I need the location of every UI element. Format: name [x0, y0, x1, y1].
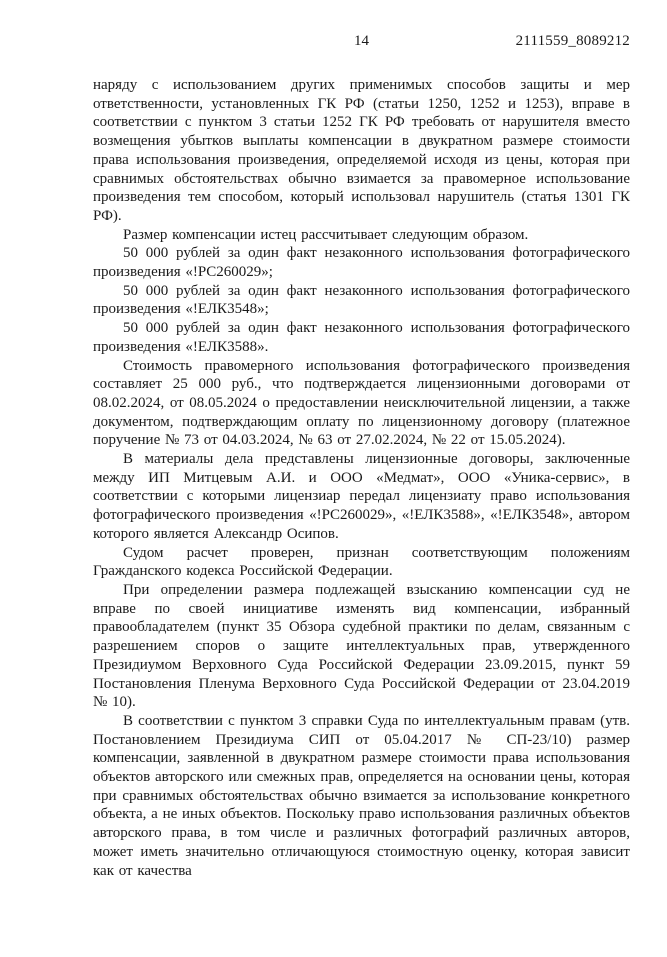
page-number: 14	[354, 33, 369, 49]
paragraph: В материалы дела представлены лицензионные договоры, заключенные между ИП Митцевым А.И. и ООО «Медмат», ООО «Уника-сервис», в соответствии с которыми лицензиар передал лицензиату право использования фотографического произведения «!PC260029», «!ЕЛК3588», «!ЕЛК3548», автором которого является Александр Осипов.	[93, 451, 630, 542]
page-header	[93, 33, 630, 49]
document-number: 2111559_8089212	[515, 33, 630, 49]
paragraph: Судом расчет проверен, признан соответствующим положениям Гражданского кодекса Российской Федерации.	[93, 544, 630, 580]
paragraph: 50 000 рублей за один факт незаконного использования фотографического произведения «!PC260029»;	[93, 245, 630, 281]
paragraph: Стоимость правомерного использования фотографического произведения составляет 25 000 руб., что подтверждается лицензионными договорами от 08.02.2024, от 08.05.2024 о предоставлении неисключительной лицензии, а также документом, подтверждающим оплату по лицензионному договору (платежное поручение № 73 от 04.03.2024, № 63 от 27.02.2024, № 22 от 15.05.2024).	[93, 357, 630, 449]
paragraph: При определении размера подлежащей взысканию компенсации суд не вправе по своей инициативе изменять вид компенсации, избранный правообладателем (пункт 35 Обзора судебной практики по делам, связанным с разрешением споров о защите интеллектуальных прав, утвержденного Президиумом Верховного Суда Российской Федерации 23.09.2015, пункт 59 Постановления Пленума Верховного Суда Российской Федерации от 23.04.2019 № 10).	[93, 581, 630, 711]
paragraph: 50 000 рублей за один факт незаконного использования фотографического произведения «!ЕЛК3588».	[93, 320, 630, 355]
document-body	[93, 76, 630, 880]
paragraph: наряду с использованием других применимых способов защиты и мер ответственности, установленных ГК РФ (статьи 1250, 1252 и 1253), вправе в соответствии с пунктом 3 статьи 1252 ГК РФ требовать от нарушителя вместо возмещения убытков выплаты компенсации в двукратном размере стоимости права использования произведения, определяемой исходя из цены, которая при сравнимых обстоятельствах обычно взимается за правомерное использование произведения тем способом, который использовал нарушитель (статья 1301 ГК РФ).	[93, 77, 630, 224]
paragraph: В соответствии с пунктом 3 справки Суда по интеллектуальным правам (утв. Постановлением Президиума СИП от 05.04.2017 № СП-23/10) размер компенсации, заявленной в двукратном размере стоимости права использования объектов авторского или смежных прав, определяется на основании цены, которая при сравнимых обстоятельствах обычно взимается за использование конкретного объекта, а не иных объектов. Поскольку право использования различных объектов авторского права, в том числе и различных фотографий различных авторов, может иметь значительно отличающуюся стоимостную оценку, которая зависит как от качества	[93, 712, 630, 879]
paragraph: 50 000 рублей за один факт незаконного использования фотографического произведения «!ЕЛК3548»;	[93, 282, 630, 318]
paragraph: Размер компенсации истец рассчитывает следующим образом.	[123, 226, 529, 243]
